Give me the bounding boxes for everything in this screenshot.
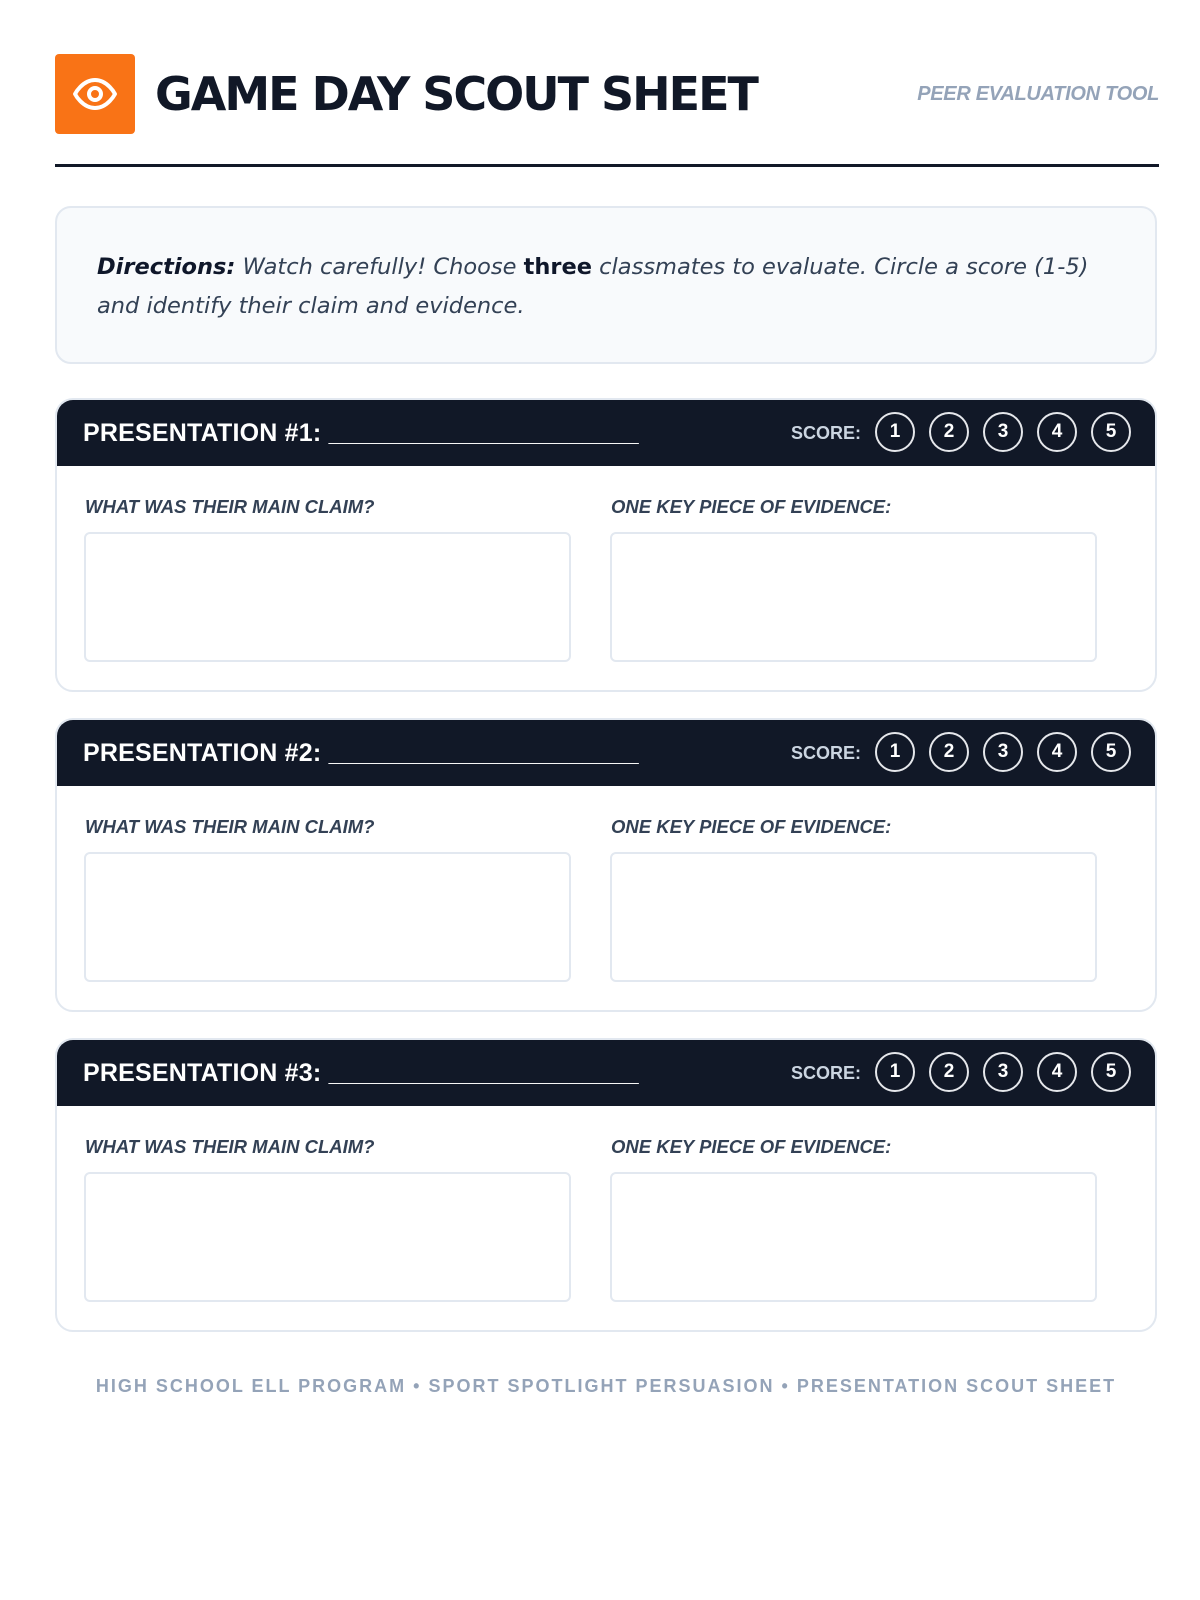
evidence-label: ONE KEY PIECE OF EVIDENCE:	[611, 816, 892, 837]
presentation-title: PRESENTATION #2: ______________________	[83, 739, 639, 767]
presentation-title: PRESENTATION #3: ______________________	[83, 1059, 639, 1087]
evidence-answer-box[interactable]	[610, 532, 1097, 662]
page-subtitle: PEER EVALUATION TOOL	[917, 83, 1159, 105]
presentation-header	[57, 720, 1155, 786]
page-title: GAME DAY SCOUT SHEET	[155, 67, 757, 121]
directions-text	[97, 248, 1115, 326]
score-label: SCORE:	[791, 1063, 862, 1083]
score-option-5[interactable]: 5	[1091, 1052, 1131, 1092]
presentation-card-3	[55, 1038, 1157, 1332]
score-option-3[interactable]: 3	[983, 412, 1023, 452]
score-label: SCORE:	[791, 423, 862, 443]
claim-answer-box[interactable]	[84, 1172, 571, 1302]
evidence-label: ONE KEY PIECE OF EVIDENCE:	[611, 1136, 892, 1157]
page-footer: HIGH SCHOOL ELL PROGRAM • SPORT SPOTLIGHT PERSUASION • PRESENTATION SCOUT SHEET	[95, 1376, 1117, 1396]
score-option-4[interactable]: 4	[1037, 412, 1077, 452]
directions-text-after: classmates to evaluate. Circle a score (1-5) and identify their claim and evidence.	[97, 254, 1089, 319]
presentation-card-1	[55, 398, 1157, 692]
evidence-label: ONE KEY PIECE OF EVIDENCE:	[611, 496, 892, 517]
presentation-title: PRESENTATION #1: ______________________	[83, 419, 639, 447]
score-option-2[interactable]: 2	[929, 1052, 969, 1092]
presentation-header	[57, 1040, 1155, 1106]
score-option-3[interactable]: 3	[983, 732, 1023, 772]
claim-label: WHAT WAS THEIR MAIN CLAIM?	[85, 816, 375, 837]
score-option-2[interactable]: 2	[929, 412, 969, 452]
eye-icon	[71, 70, 119, 118]
claim-answer-box[interactable]	[84, 852, 571, 982]
score-label: SCORE:	[791, 743, 862, 763]
claim-label: WHAT WAS THEIR MAIN CLAIM?	[85, 496, 375, 517]
score-option-4[interactable]: 4	[1037, 1052, 1077, 1092]
score-option-1[interactable]: 1	[875, 412, 915, 452]
logo-badge	[55, 54, 135, 134]
score-option-1[interactable]: 1	[875, 732, 915, 772]
claim-answer-box[interactable]	[84, 532, 571, 662]
score-option-5[interactable]: 5	[1091, 732, 1131, 772]
directions-lead: Directions:	[97, 254, 236, 280]
score-option-4[interactable]: 4	[1037, 732, 1077, 772]
page-header	[55, 54, 1159, 167]
evidence-answer-box[interactable]	[610, 1172, 1097, 1302]
presentation-card-2	[55, 718, 1157, 1012]
presentation-header	[57, 400, 1155, 466]
score-options	[875, 732, 1131, 772]
score-option-3[interactable]: 3	[983, 1052, 1023, 1092]
directions-panel	[55, 206, 1157, 364]
scout-sheet-page	[55, 54, 1159, 1396]
score-option-5[interactable]: 5	[1091, 412, 1131, 452]
score-options	[875, 1052, 1131, 1092]
score-option-1[interactable]: 1	[875, 1052, 915, 1092]
directions-text-before: Watch carefully! Choose	[235, 254, 524, 280]
score-option-2[interactable]: 2	[929, 732, 969, 772]
claim-label: WHAT WAS THEIR MAIN CLAIM?	[85, 1136, 375, 1157]
evidence-answer-box[interactable]	[610, 852, 1097, 982]
score-options	[875, 412, 1131, 452]
directions-emphasis: three	[523, 254, 593, 280]
